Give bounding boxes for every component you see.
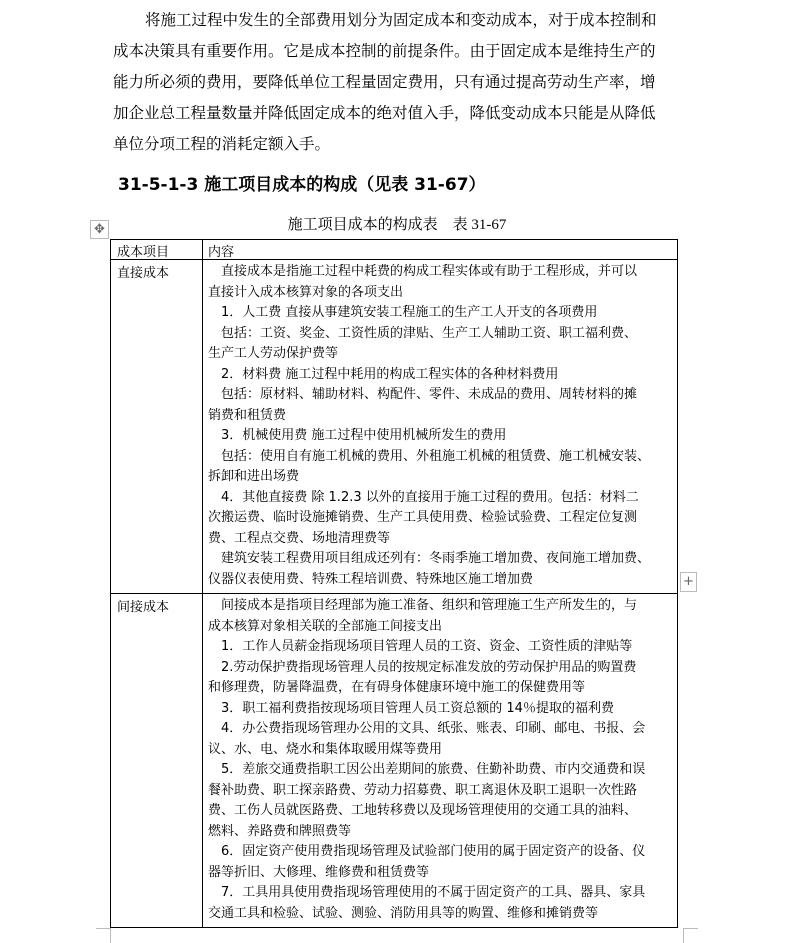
content-line: 燃料、养路费和牌照费等 — [208, 823, 352, 839]
content-line: 仪器仪表使用费、特殊工程培训费、特殊地区施工增加费 — [208, 571, 534, 587]
content-line: 包括：原材料、辅助材料、构配件、零件、未成品的费用、周转材料的摊 — [221, 387, 638, 402]
content-line: 包括：工资、奖金、工资性质的津贴、生产工人辅助工资、职工福利费、 — [221, 325, 638, 341]
content-line: 2．材料费 施工过程中耗用的构成工程实体的各种材料费用 — [221, 366, 559, 382]
intro-line: 单位分项工程的消耗定额入手。 — [113, 135, 331, 153]
content-line: 6．固定资产使用费指现场管理及试验部门使用的属于固定资产的设备、仪 — [221, 844, 646, 859]
header-cost-item: 成本项目 — [117, 245, 170, 260]
content-line: 4．其他直接费 除 1.2.3 以外的直接用于施工过程的费用。包括：材料二 — [221, 489, 639, 505]
content-line: 销费和租赁费 — [208, 407, 287, 423]
section-heading: 31-5-1-3 施工项目成本的构成（见表 31-67） — [118, 175, 486, 195]
content-line: 3．职工福利费指按现场项目管理人员工资总额的 14％提取的福利费 — [221, 700, 614, 716]
intro-paragraph — [113, 5, 683, 160]
content-line: 费、工伤人员就医路费、工地转移费以及现场管理使用的交通工具的油料、 — [208, 803, 638, 818]
content-line: 拆卸和进出场费 — [208, 469, 300, 484]
content-line: 餐补助费、职工探亲路费、劳动力招募费、职工离退休及职工退职一次性路 — [208, 782, 638, 798]
content-line: 7．工具用具使用费指现场管理使用的不属于固定资产的工具、器具、家具 — [221, 885, 646, 900]
content-line: 2.劳动保护费指现场管理人员的按规定标准发放的劳动保护用品的购置费 — [221, 659, 637, 675]
row-item-direct-cost: 直接成本 — [117, 266, 170, 281]
row-divider — [111, 593, 677, 594]
intro-line: 成本决策具有重要作用。它是成本控制的前提条件。由于固定成本是维持生产的 — [113, 42, 656, 60]
header-content: 内容 — [208, 245, 235, 260]
content-line: 器等折旧、大修理、维修费和租赁费等 — [208, 864, 430, 880]
content-line: 3．机械使用费 施工过程中使用机械所发生的费用 — [221, 428, 507, 443]
row-content-indirect-cost — [208, 596, 674, 924]
content-line: 费、工程点交费、场地清理费等 — [208, 530, 391, 546]
content-line: 间接成本是指项目经理部为施工准备、组织和管理施工生产所发生的，与 — [221, 598, 638, 613]
intro-line: 加企业总工程量数量并降低固定成本的绝对值入手，降低变动成本只能是从降低 — [113, 104, 656, 122]
content-line: 成本核算对象相关联的全部施工间接支出 — [208, 618, 443, 634]
content-line: 建筑安装工程费用项目组成还列有：冬雨季施工增加费、夜间施工增加费、 — [221, 551, 651, 566]
add-column-plus-icon[interactable]: + — [680, 572, 697, 592]
table-move-handle-icon[interactable]: ✥ — [90, 220, 109, 239]
content-line: 生产工人劳动保护费等 — [208, 346, 339, 361]
content-line: 1．人工费 直接从事建筑安装工程施工的生产工人开支的各项费用 — [221, 305, 598, 320]
content-line: 议、水、电、烧水和集体取暖用煤等费用 — [208, 741, 443, 757]
content-line: 和修理费，防暑降温费，在有碍身体健康环境中施工的保健费用等 — [208, 680, 586, 695]
intro-line: 将施工过程中发生的全部费用划分为固定成本和变动成本，对于成本控制和 — [145, 11, 657, 29]
row-item-indirect-cost: 间接成本 — [117, 600, 170, 615]
table-caption: 施工项目成本的构成表 表 31-67 — [287, 217, 507, 233]
content-line: 直接成本是指施工过程中耗费的构成工程实体或有助于工程形成，并可以 — [221, 264, 638, 279]
row-content-direct-cost — [208, 262, 674, 590]
cost-composition-table — [110, 239, 678, 928]
content-line: 4．办公费指现场管理办公用的文具、纸张、账表、印刷、邮电、书报、会 — [221, 721, 646, 736]
column-divider — [202, 240, 203, 927]
intro-line: 能力所必须的费用，要降低单位工程量固定费用，只有通过提高劳动生产率，增 — [113, 73, 656, 91]
content-line: 5．差旅交通费指职工因公出差期间的旅费、住勤补助费、市内交通费和误 — [221, 762, 646, 777]
content-line: 包括：使用自有施工机械的费用、外租施工机械的租赁费、施工机械安装、 — [221, 448, 651, 464]
content-line: 次搬运费、临时设施摊销费、生产工具使用费、检验试验费、工程定位复测 — [208, 510, 638, 525]
content-line: 直接计入成本核算对象的各项支出 — [208, 284, 404, 300]
content-line: 1．工作人员薪金指现场项目管理人员的工资、资金、工资性质的津贴等 — [221, 639, 633, 654]
content-line: 交通工具和检验、试验、测验、消防用具等的购置、维修和摊销费等 — [208, 905, 599, 921]
